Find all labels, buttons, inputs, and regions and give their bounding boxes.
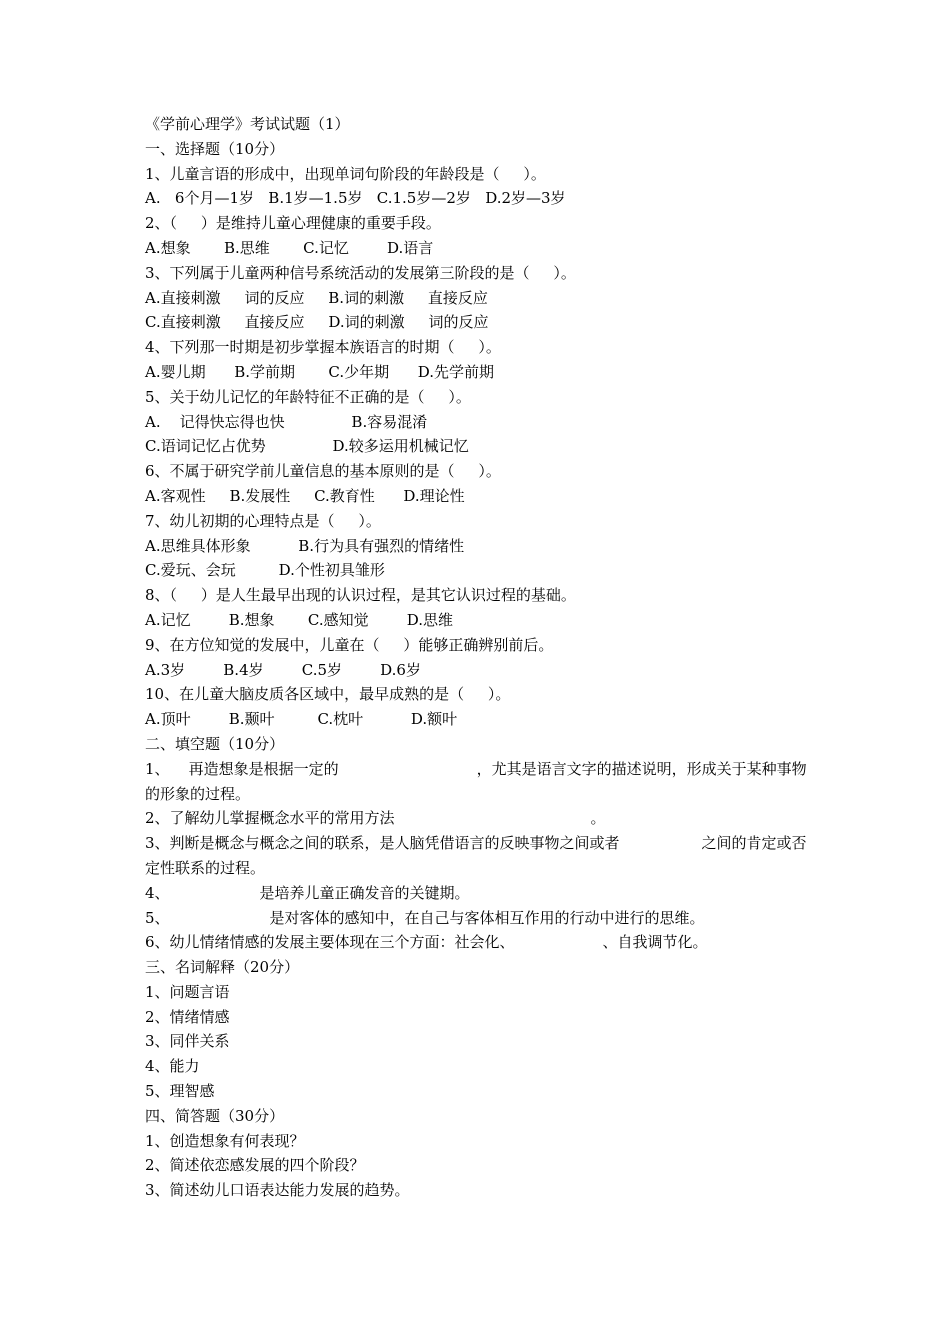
fill-6-text-b: 、自我调节化。 — [602, 933, 708, 952]
question-5-options-cd: C.语词记忆占优势 D.较多运用机械记忆 — [145, 437, 469, 456]
question-5-options-ab: A. 记得快忘得也快 B.容易混淆 — [145, 412, 428, 431]
section-heading-terms: 三、名词解释（20分） — [145, 958, 300, 977]
fill-2-text-a: 2、了解幼儿掌握概念水平的常用方法 — [145, 809, 395, 828]
fill-question-6 — [145, 930, 815, 955]
fill-question-5 — [145, 906, 815, 931]
question-4: 4、下列那一时期是初步掌握本族语言的时期（ ）。 — [145, 338, 501, 357]
fill-4-text-b: 是培养儿童正确发音的关键期。 — [259, 883, 470, 902]
question-7-options-cd: C.爱玩、会玩 D.个性初具雏形 — [145, 561, 385, 580]
section-heading-fill: 二、填空题（10分） — [145, 734, 285, 753]
fill-1-text-b: ，尤其是语言文字的描述说明，形成关于某种事物的形象的过程。 — [145, 759, 807, 803]
fill-1-text-a: 1、 再造想象是根据一定的 — [145, 759, 339, 778]
term-item: 2、情绪情感 — [145, 1007, 230, 1026]
question-8-options: A.记忆 B.想象 C.感知觉 D.思维 — [145, 610, 454, 629]
fill-5-text-a: 5、 — [145, 908, 170, 927]
short-answer-item: 3、简述幼儿口语表达能力发展的趋势。 — [145, 1181, 410, 1200]
question-4-options: A.婴儿期 B.学前期 C.少年期 D.先学前期 — [145, 362, 494, 381]
short-answer-item: 2、简述依恋感发展的四个阶段？ — [145, 1156, 365, 1175]
fill-3-text-a: 3、判断是概念与概念之间的联系，是人脑凭借语言的反映事物之间或者 — [145, 834, 620, 853]
question-1: 1、儿童言语的形成中，出现单词句阶段的年龄段是（ ）。 — [145, 164, 546, 183]
question-3-options-cd: C.直接刺激 直接反应 D.词的刺激 词的反应 — [145, 313, 489, 332]
question-1-options: A. 6个月—1岁 B.1岁—1.5岁 C.1.5岁—2岁 D.2岁—3岁 — [145, 189, 566, 208]
fill-6-text-a: 6、幼儿情绪情感的发展主要体现在三个方面：社会化、 — [145, 933, 515, 952]
question-3-options-ab: A.直接刺激 词的反应 B.词的刺激 直接反应 — [145, 288, 488, 307]
short-answer-item: 1、创造想象有何表现？ — [145, 1131, 305, 1150]
question-10: 10、在儿童大脑皮质各区域中，最早成熟的是（ ）。 — [145, 685, 511, 704]
question-9-options: A.3岁 B.4岁 C.5岁 D.6岁 — [145, 660, 421, 679]
fill-3-text-b: 之间的肯定或否定性联系的过程。 — [145, 834, 807, 877]
fill-question-3 — [145, 831, 815, 881]
term-item: 5、理智感 — [145, 1082, 215, 1101]
question-7: 7、幼儿初期的心理特点是（ ）。 — [145, 511, 381, 530]
question-3: 3、下列属于儿童两种信号系统活动的发展第三阶段的是（ ）。 — [145, 263, 576, 282]
exam-title: 《学前心理学》考试试题（1） — [145, 115, 350, 133]
term-item: 4、能力 — [145, 1057, 200, 1076]
question-5: 5、关于幼儿记忆的年龄特征不正确的是（ ）。 — [145, 387, 471, 406]
section-heading-choice: 一、选择题（10分） — [145, 139, 285, 158]
question-7-options-ab: A.思维具体形象 B.行为具有强烈的情绪性 — [145, 536, 465, 555]
question-8: 8、（ ）是人生最早出现的认识过程，是其它认识过程的基础。 — [145, 586, 576, 605]
fill-5-text-b: 是对客体的感知中，在自己与客体相互作用的行动中进行的思维。 — [269, 908, 705, 927]
question-2-options: A.想象 B.思维 C.记忆 D.语言 — [145, 238, 434, 257]
fill-question-4 — [145, 881, 815, 906]
question-6: 6、不属于研究学前儿童信息的基本原则的是（ ）。 — [145, 462, 501, 481]
fill-4-text-a: 4、 — [145, 883, 170, 902]
exam-document — [145, 112, 815, 1203]
question-6-options: A.客观性 B.发展性 C.教育性 D.理论性 — [145, 486, 465, 505]
term-item: 1、问题言语 — [145, 982, 230, 1001]
fill-question-2 — [145, 806, 815, 831]
question-9: 9、在方位知觉的发展中，儿童在（ ）能够正确辨别前后。 — [145, 635, 554, 654]
fill-question-1 — [145, 757, 815, 807]
question-2: 2、（ ）是维持儿童心理健康的重要手段。 — [145, 214, 441, 233]
question-10-options: A.顶叶 B.颞叶 C.枕叶 D.额叶 — [145, 710, 458, 729]
section-heading-short-answer: 四、简答题（30分） — [145, 1106, 285, 1125]
fill-2-text-b: 。 — [590, 809, 606, 828]
term-item: 3、同伴关系 — [145, 1032, 230, 1051]
